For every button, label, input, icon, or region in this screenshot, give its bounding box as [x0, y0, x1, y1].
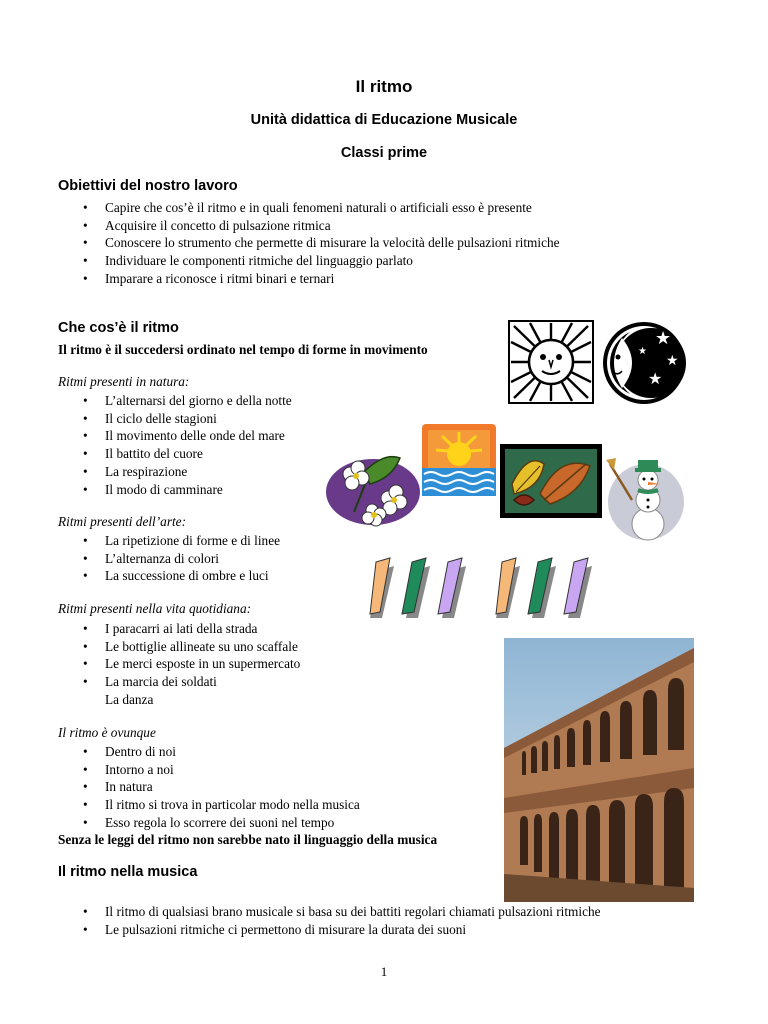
objectives-heading: Obiettivi del nostro lavoro [58, 178, 238, 194]
list-item: • Le merci esposte in un supermercato [58, 655, 300, 673]
list-item: • Dentro di noi [58, 743, 360, 761]
list-item: • Il modo di camminare [58, 481, 292, 499]
list-item: • Il battito del cuore [58, 445, 292, 463]
list-item: • Intorno a noi [58, 761, 360, 779]
autumn-leaves-image [500, 444, 602, 518]
nature-list [58, 392, 292, 498]
list-item: • Acquisire il concetto di pulsazione ritmica [58, 217, 560, 235]
list-item: • L’alternarsi del giorno e della notte [58, 392, 292, 410]
nature-label: Ritmi presenti in natura: [58, 374, 190, 389]
daily-list [58, 620, 300, 709]
list-item: • Capire che cos’è il ritmo e in quali fenomeni naturali o artificiali esso è presente [58, 199, 560, 217]
rhythm-definition: Il ritmo è il succedersi ordinato nel tempo di forme in movimento [58, 342, 428, 357]
spring-flowers-image [324, 452, 422, 528]
art-label: Ritmi presenti dell’arte: [58, 514, 187, 529]
page-number: 1 [380, 964, 388, 979]
document-title: Il ritmo [355, 77, 413, 96]
list-item: • La respirazione [58, 463, 292, 481]
aqueduct-photo [504, 638, 694, 902]
snowman-image [602, 452, 686, 542]
music-list [58, 903, 601, 938]
moon-stars-image [600, 320, 688, 406]
list-item: • Imparare a riconosce i ritmi binari e ternari [58, 270, 560, 288]
list-item: • I paracarri ai lati della strada [58, 620, 300, 638]
music-heading: Il ritmo nella musica [58, 864, 198, 880]
daily-label: Ritmi presenti nella vita quotidiana: [58, 601, 252, 616]
list-item: • Il ritmo di qualsiasi brano musicale si basa su dei battiti regolari chiamati pulsazioni ritmiche [58, 903, 601, 921]
color-pattern-image [366, 556, 608, 622]
list-item: • Il ritmo si trova in particolar modo nella musica [58, 796, 360, 814]
list-item: • Individuare le componenti ritmiche del linguaggio parlato [58, 252, 560, 270]
everywhere-list [58, 743, 360, 832]
art-list [58, 532, 280, 585]
svg-text:★: ★ [638, 346, 647, 357]
list-item: • L’alternanza di colori [58, 550, 280, 568]
list-item: • Conoscere lo strumento che permette di misurare la velocità delle pulsazioni ritmiche [58, 234, 560, 252]
everywhere-label: Il ritmo è ovunque [58, 725, 156, 740]
document-classes: Classi prime [340, 145, 428, 161]
list-item: La danza [105, 691, 154, 707]
list-item: • La successione di ombre e luci [58, 567, 280, 585]
list-item: • In natura [58, 778, 360, 796]
list-item: • Il ciclo delle stagioni [58, 410, 292, 428]
svg-text:★: ★ [655, 328, 672, 349]
sun-woodcut-image [508, 320, 594, 404]
sunset-sea-image [422, 424, 496, 496]
list-item: • La marcia dei soldati [58, 673, 300, 691]
objectives-list [58, 199, 560, 288]
list-item: • Esso regola lo scorrere dei suoni nel tempo [58, 814, 360, 832]
svg-text:★: ★ [648, 369, 663, 388]
list-item: • Le bottiglie allineate su uno scaffale [58, 638, 300, 656]
list-item: • La ripetizione di forme e di linee [58, 532, 280, 550]
document-subtitle: Unità didattica di Educazione Musicale [250, 112, 518, 128]
rhythm-conclusion: Senza le leggi del ritmo non sarebbe nato il linguaggio della musica [58, 832, 438, 847]
list-item: • Le pulsazioni ritmiche ci permettono di misurare la durata dei suoni [58, 921, 601, 939]
list-item: • Il movimento delle onde del mare [58, 427, 292, 445]
what-is-heading: Che cos’è il ritmo [58, 320, 179, 336]
svg-text:★: ★ [666, 353, 679, 369]
